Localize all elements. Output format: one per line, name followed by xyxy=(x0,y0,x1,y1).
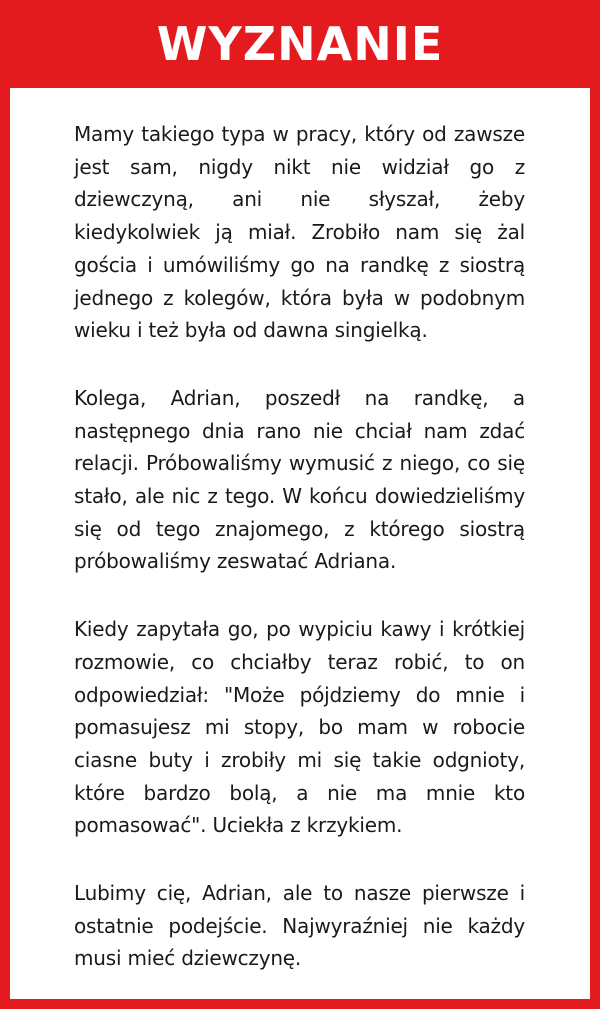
header-bar xyxy=(10,0,590,88)
paragraph-4: Lubimy cię, Adrian, ale to nasze pierwsze i ostatnie podejście. Najwyraźniej nie każdy musi mieć dziewczynę. xyxy=(74,881,525,971)
paragraph-1: Mamy takiego typa w pracy, który od zawsze jest sam, nigdy nikt nie widział go z dziewczyną, ani nie słyszał, żeby kiedykolwiek ją miał. Zrobiło nam się żal gościa i umówiliśmy go na randkę z siostrą jednego z kolegów, która była w podobnym wieku i też była od dawna singielką. xyxy=(74,122,525,343)
page-title: WYZNANIE xyxy=(156,17,444,71)
paragraph-2: Kolega, Adrian, poszedł na randkę, a następnego dnia rano nie chciał nam zdać relacji. Próbowaliśmy wymusić z niego, co się stało, ale nic z tego. W końcu dowiedzieliśmy się od tego znajomego, z którego siostrą próbowaliśmy zeswatać Adriana. xyxy=(74,385,525,574)
confession-body xyxy=(10,88,590,999)
paragraph-3: Kiedy zapytała go, po wypiciu kawy i krótkiej rozmowie, co chciałby teraz robić, to on odpowiedział: "Może pójdziemy do mnie i pomasujesz mi stopy, bo mam w robocie ciasne buty i zrobiły mi się takie odgnioty, które bardzo bolą, a nie ma mnie kto pomasować". Uciekła z krzykiem. xyxy=(74,617,525,838)
